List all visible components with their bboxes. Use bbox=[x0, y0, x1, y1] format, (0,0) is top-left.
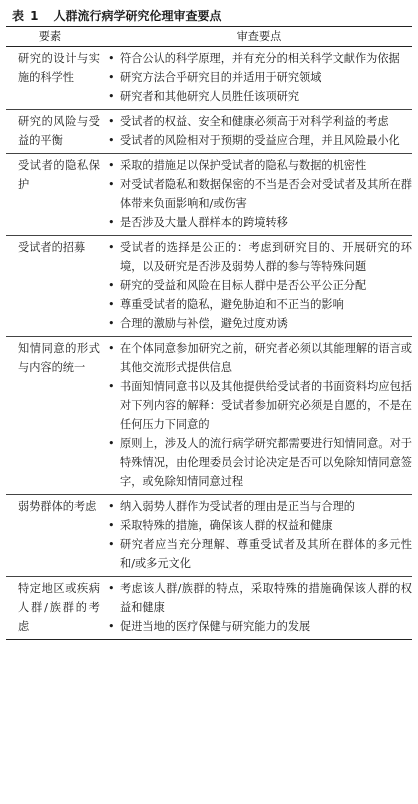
review-point-item: • 促进当地的医疗保健与研究能力的发展 bbox=[106, 617, 412, 636]
review-point-item: • 原则上，涉及人的流行病学研究都需要进行知情同意。对于特殊情况，由伦理委员会讨论决定是否可以免除知情同意签字，或免除知情同意过程 bbox=[106, 434, 412, 491]
review-point-item: • 考虑该人群/族群的特点，采取特殊的措施确保该人群的权益和健康 bbox=[106, 579, 412, 617]
review-points-list bbox=[106, 497, 412, 573]
table-caption bbox=[6, 6, 412, 26]
factor-cell bbox=[6, 577, 106, 640]
review-point-item: • 受试者的选择是公正的：考虑到研究目的、开展研究的环境，以及研究是否涉及弱势人群的参与等特殊问题 bbox=[106, 238, 412, 276]
review-point-item: • 受试者的风险相对于预期的受益应合理，并且风险最小化 bbox=[106, 131, 412, 150]
column-header-factor: 要素 bbox=[6, 27, 106, 47]
review-points-list bbox=[106, 49, 412, 106]
factor-label: 研究的设计与实施的科学性 bbox=[18, 52, 100, 84]
table-header-row bbox=[6, 27, 412, 47]
review-points-cell bbox=[106, 47, 412, 110]
table-row bbox=[6, 495, 412, 577]
review-points-list bbox=[106, 112, 412, 150]
review-points-cell bbox=[106, 337, 412, 495]
review-points-cell bbox=[106, 577, 412, 640]
review-points-cell bbox=[106, 236, 412, 337]
review-point-item: • 尊重受试者的隐私，避免胁迫和不正当的影响 bbox=[106, 295, 412, 314]
factor-label: 受试者的隐私保护 bbox=[18, 159, 100, 191]
table-row bbox=[6, 337, 412, 495]
review-point-item: • 受试者的权益、安全和健康必须高于对科学利益的考虑 bbox=[106, 112, 412, 131]
review-point-item: • 在个体同意参加研究之前，研究者必须以其能理解的语言或其他交流形式提供信息 bbox=[106, 339, 412, 377]
review-point-item: • 合理的激励与补偿，避免过度劝诱 bbox=[106, 314, 412, 333]
factor-cell bbox=[6, 236, 106, 337]
review-points-list bbox=[106, 339, 412, 491]
review-point-item: • 纳入弱势人群作为受试者的理由是正当与合理的 bbox=[106, 497, 412, 516]
factor-label: 弱势群体的考虑 bbox=[18, 500, 97, 513]
factor-cell bbox=[6, 110, 106, 154]
review-point-item: • 对受试者隐私和数据保密的不当是否会对受试者及其所在群体带来负面影响和/或伤害 bbox=[106, 175, 412, 213]
review-point-item: • 研究的受益和风险在目标人群中是否公平公正分配 bbox=[106, 276, 412, 295]
table-number: 表 1 bbox=[12, 9, 40, 23]
review-point-item: • 是否涉及大量人群样本的跨境转移 bbox=[106, 213, 412, 232]
factor-cell bbox=[6, 495, 106, 577]
factor-cell bbox=[6, 337, 106, 495]
factor-label: 研究的风险与受益的平衡 bbox=[18, 115, 100, 147]
table-row bbox=[6, 577, 412, 640]
review-points-list bbox=[106, 579, 412, 636]
factor-cell bbox=[6, 47, 106, 110]
column-header-points: 审查要点 bbox=[106, 27, 412, 47]
table-body bbox=[6, 47, 412, 640]
table-row bbox=[6, 110, 412, 154]
ethics-review-table bbox=[6, 26, 412, 640]
review-points-cell bbox=[106, 495, 412, 577]
factor-label: 受试者的招募 bbox=[18, 241, 86, 254]
review-points-cell bbox=[106, 154, 412, 236]
review-point-item: • 符合公认的科学原理，并有充分的相关科学文献作为依据 bbox=[106, 49, 412, 68]
review-point-item: • 研究方法合乎研究目的并适用于研究领域 bbox=[106, 68, 412, 87]
review-points-list bbox=[106, 238, 412, 333]
review-point-item: • 研究者应当充分理解、尊重受试者及其所在群体的多元性和/或多元文化 bbox=[106, 535, 412, 573]
review-point-item: • 采取的措施足以保护受试者的隐私与数据的机密性 bbox=[106, 156, 412, 175]
table-row bbox=[6, 154, 412, 236]
factor-label: 特定地区或疾病人群/族群的考虑 bbox=[18, 582, 100, 633]
review-point-item: • 采取特殊的措施，确保该人群的权益和健康 bbox=[106, 516, 412, 535]
review-point-item: • 书面知情同意书以及其他提供给受试者的书面资料均应包括对下列内容的解释：受试者参加研究必须是自愿的，不是在任何压力下同意的 bbox=[106, 377, 412, 434]
table-row bbox=[6, 236, 412, 337]
table-title: 人群流行病学研究伦理审查要点 bbox=[53, 9, 222, 23]
review-points-cell bbox=[106, 110, 412, 154]
table-row bbox=[6, 47, 412, 110]
factor-cell bbox=[6, 154, 106, 236]
factor-label: 知情同意的形式与内容的统一 bbox=[18, 342, 100, 374]
review-points-list bbox=[106, 156, 412, 232]
review-point-item: • 研究者和其他研究人员胜任该项研究 bbox=[106, 87, 412, 106]
